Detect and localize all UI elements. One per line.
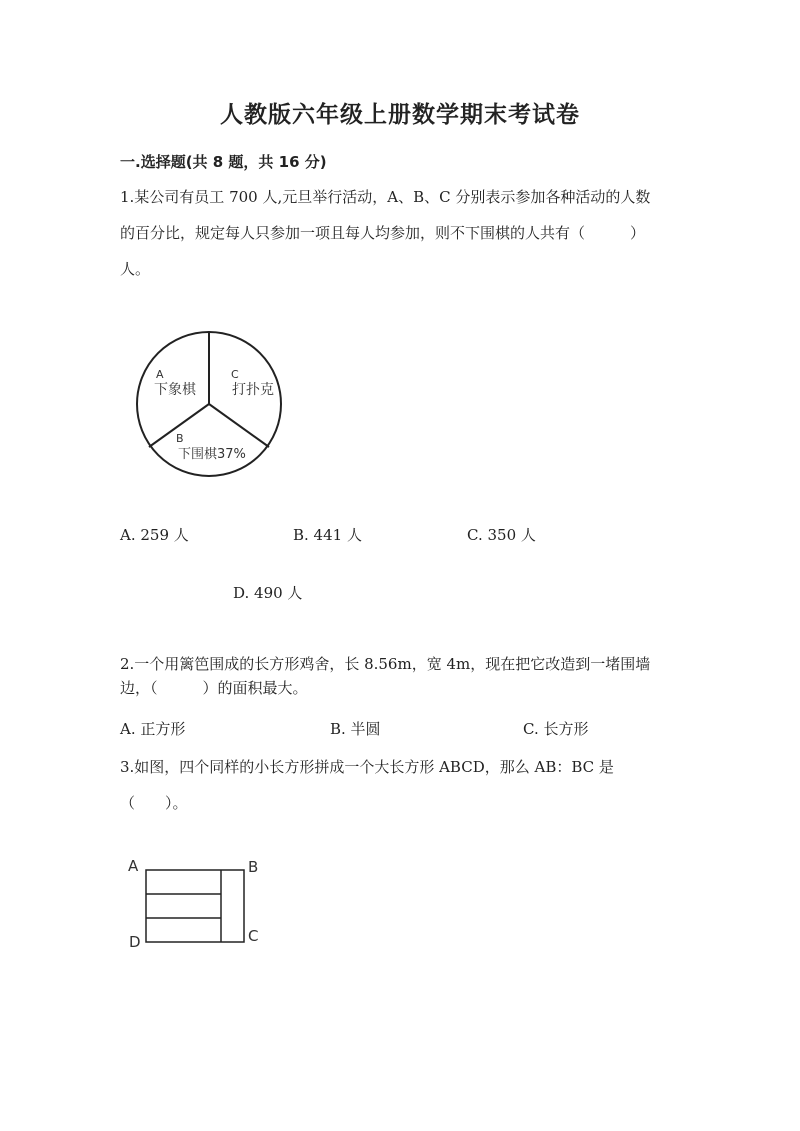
vertex-b-label: B xyxy=(248,858,259,876)
pie-label-c: 打扑克 xyxy=(232,382,274,398)
question-3-line-2: （ ）。 xyxy=(120,794,188,812)
q1-option-a: A. 259 人 xyxy=(120,526,189,544)
question-2-line-1: 2.一个用篱笆围成的长方形鸡舍，长 8.56m，宽 4m，现在把它改造到一堵围墙 xyxy=(120,655,651,673)
vertex-a-label: A xyxy=(128,857,139,875)
vertex-c-label: C xyxy=(248,927,259,945)
pie-label-a: 下象棋 xyxy=(154,382,196,398)
q1-option-d: D. 490 人 xyxy=(233,584,303,602)
page-title: 人教版六年级上册数学期末考试卷 xyxy=(220,102,580,128)
q2-option-b: B. 半圆 xyxy=(330,720,381,738)
pie-chart-figure xyxy=(128,330,288,480)
question-2-line-2: 边，（ ）的面积最大。 xyxy=(120,679,308,697)
question-1-line-3: 人。 xyxy=(120,260,151,278)
pie-label-c-letter: C xyxy=(231,368,239,381)
section-heading: 一.选择题(共 8 题，共 16 分) xyxy=(120,153,327,171)
pie-label-b-letter: B xyxy=(176,432,184,445)
large-rectangle xyxy=(146,870,244,942)
question-1-line-1: 1.某公司有员工 700 人,元旦举行活动，A、B、C 分别表示参加各种活动的人数 xyxy=(120,188,651,206)
vertex-d-label: D xyxy=(129,933,141,951)
q1-option-b: B. 441 人 xyxy=(293,526,362,544)
question-1-line-2: 的百分比，规定每人只参加一项且每人均参加，则不下围棋的人共有（ ） xyxy=(120,224,646,242)
q2-option-c: C. 长方形 xyxy=(523,720,589,738)
q2-option-a: A. 正方形 xyxy=(120,720,186,738)
pie-divider-right xyxy=(209,404,269,447)
question-3-line-1: 3.如图，四个同样的小长方形拼成一个大长方形 ABCD，那么 AB：BC 是 xyxy=(120,758,614,776)
q1-option-c: C. 350 人 xyxy=(467,526,536,544)
rectangle-abcd-figure xyxy=(125,852,275,952)
pie-label-a-letter: A xyxy=(156,368,164,381)
pie-label-b: 下围棋37% xyxy=(178,447,246,462)
